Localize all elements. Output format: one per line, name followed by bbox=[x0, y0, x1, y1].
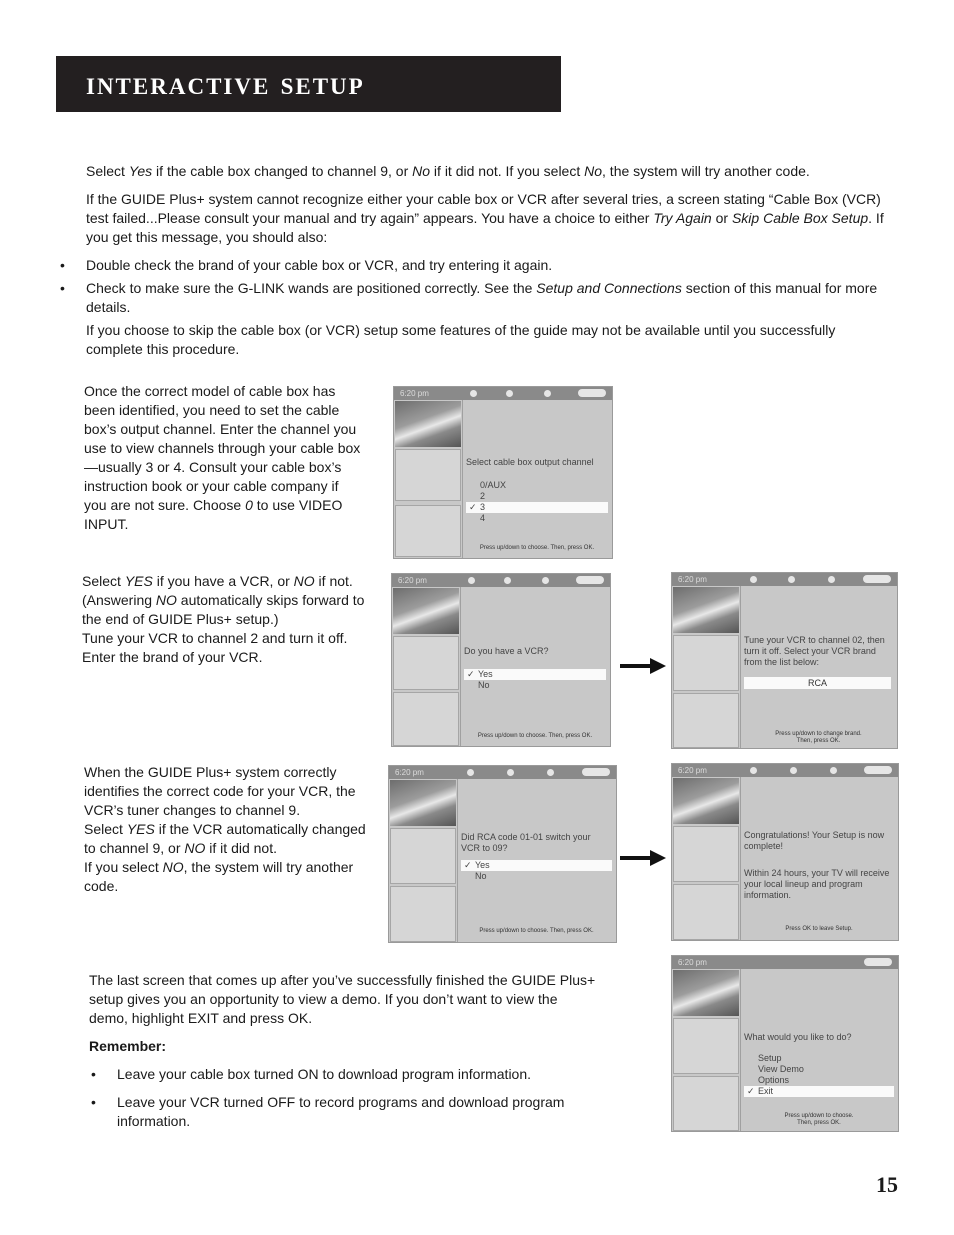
video-preview bbox=[390, 780, 456, 826]
video-preview bbox=[395, 401, 461, 447]
setup-complete-screen bbox=[671, 763, 899, 941]
channel-dot-icon bbox=[542, 577, 549, 584]
vcr-question-text: Select YES if you have a VCR, or NO if not. (Answering NO automatically skips forward to the end of GUIDE Plus+ setup.) Tune your VCR to channel 2 and turn it off. Enter the brand of your VCR. bbox=[82, 573, 365, 665]
channel-dot-icon bbox=[830, 767, 837, 774]
menu-option-view-demo[interactable]: View Demo bbox=[758, 1064, 804, 1074]
intro-paragraph-2: If the GUIDE Plus+ system cannot recognize either your cable box or VCR after several tries, a screen stating “Cable Box (VCR) test failed...Please consult your manual and try again” appears. You have a choice to either Try Again or Skip Cable Box Setup. If you get this message, you should also: bbox=[86, 191, 884, 245]
clock-readout: 6:20 pm bbox=[400, 389, 429, 398]
channel-dot-icon bbox=[467, 769, 474, 776]
checkmark-icon: ✓ bbox=[469, 502, 477, 512]
final-screen-text: The last screen that comes up after you’ve successfully finished the GUIDE Plus+ setup gives you an opportunity to view a demo. If you don’t want to view the demo, highlight EXIT and press OK. Remember: • Leave your cable box turned ON to download program information. • Leave your VCR turned OFF to record programs and download program information. bbox=[89, 971, 599, 1131]
screen-prompt: Tune your VCR to channel 02, then turn it off. Select your VCR brand from the list below: bbox=[744, 635, 885, 667]
clock-readout: 6:20 pm bbox=[678, 575, 707, 584]
left-panel bbox=[390, 886, 456, 942]
menu-option-selected[interactable]: ✓ Yes bbox=[461, 860, 612, 871]
output-channel-text: Once the correct model of cable box has been identified, you need to set the cable box’s output channel. Enter the channel you use to view channels through your cable box—usually 3 or 4. Consult your cable box’s instruction book or your cable company if you are not sure. Choose 0 to use VIDEO INPUT. bbox=[84, 383, 361, 532]
menu-option[interactable]: 0/AUX bbox=[480, 480, 507, 490]
left-panel bbox=[395, 505, 461, 557]
clock-readout: 6:20 pm bbox=[678, 766, 707, 775]
channel-dot-icon bbox=[547, 769, 554, 776]
guide-logo-icon bbox=[578, 389, 606, 397]
left-panel bbox=[673, 693, 739, 748]
intro-bullet-1: • Double check the brand of your cable box or VCR, and try entering it again. bbox=[58, 256, 886, 275]
clock-readout: 6:20 pm bbox=[398, 576, 427, 585]
menu-option[interactable]: 2 bbox=[480, 491, 486, 501]
left-panel bbox=[395, 449, 461, 501]
screen-content bbox=[744, 830, 894, 901]
menu-option[interactable]: 4 bbox=[480, 513, 486, 523]
checkmark-icon: ✓ bbox=[747, 1086, 755, 1096]
intro-bullet-2: • Check to make sure the G-LINK wands are positioned correctly. See the Setup and Connections section of this manual for more details. bbox=[58, 279, 886, 317]
left-panel bbox=[393, 692, 459, 746]
video-preview bbox=[393, 588, 459, 634]
left-panel bbox=[673, 826, 739, 882]
menu-option-exit[interactable]: ✓ Exit bbox=[744, 1086, 894, 1097]
checkmark-icon: ✓ bbox=[464, 860, 472, 870]
channel-dot-icon bbox=[750, 767, 757, 774]
screen-content bbox=[464, 646, 606, 691]
screen-content bbox=[744, 635, 893, 689]
video-preview bbox=[673, 970, 739, 1016]
screen-footer: Press OK to leave Setup. bbox=[785, 926, 853, 932]
checkmark-icon: ✓ bbox=[467, 669, 475, 679]
clock-readout: 6:20 pm bbox=[678, 958, 707, 967]
menu-option[interactable]: No bbox=[478, 680, 490, 690]
channel-dot-icon bbox=[790, 767, 797, 774]
remember-bullet-1: • Leave your cable box turned ON to download program information. bbox=[89, 1065, 599, 1084]
menu-option[interactable]: No bbox=[475, 871, 487, 881]
guide-logo-icon bbox=[863, 575, 891, 583]
screen-top-bar bbox=[392, 574, 610, 587]
section-header bbox=[56, 56, 561, 112]
vcr-code-screen bbox=[388, 765, 617, 943]
guide-logo-icon bbox=[864, 766, 892, 774]
left-panel bbox=[673, 1018, 739, 1074]
screen-footer: Press up/down to choose. Then, press OK. bbox=[784, 1113, 854, 1126]
clock-readout: 6:20 pm bbox=[395, 768, 424, 777]
channel-dot-icon bbox=[788, 576, 795, 583]
page-number: 15 bbox=[876, 1172, 898, 1197]
screen-footer: Press up/down to choose. Then, press OK. bbox=[479, 928, 594, 934]
guide-logo-icon bbox=[582, 768, 610, 776]
guide-logo-icon bbox=[576, 576, 604, 584]
screen-footer: Press up/down to choose. Then, press OK. bbox=[479, 545, 595, 551]
arrow-right-icon bbox=[620, 850, 666, 866]
screen-content bbox=[466, 457, 608, 524]
screen-footer: Press up/down to change brand. Then, press OK. bbox=[775, 731, 862, 744]
screen-prompt: What would you like to do? bbox=[744, 1032, 852, 1042]
channel-dot-icon bbox=[468, 577, 475, 584]
left-panel bbox=[390, 828, 456, 884]
screen-prompt: Select cable box output channel bbox=[466, 457, 594, 467]
channel-dot-icon bbox=[506, 390, 513, 397]
screen-top-bar bbox=[389, 766, 616, 779]
intro-bullet-list bbox=[58, 256, 886, 317]
left-panel bbox=[673, 884, 739, 940]
screen-footer: Press up/down to choose. Then, press OK. bbox=[477, 733, 593, 739]
intro-paragraph-3: If you choose to skip the cable box (or VCR) setup some features of the guide may not be available until you successfully complete this procedure. bbox=[86, 322, 836, 357]
remember-bullet-list bbox=[89, 1065, 599, 1131]
menu-option-selected[interactable]: ✓ Yes bbox=[464, 669, 606, 680]
screen-content bbox=[461, 832, 612, 882]
channel-dot-icon bbox=[750, 576, 757, 583]
vcr-brand-field[interactable]: RCA bbox=[744, 677, 891, 689]
channel-dot-icon bbox=[544, 390, 551, 397]
left-panel bbox=[673, 1076, 739, 1131]
vcr-code-text: When the GUIDE Plus+ system correctly identifies the correct code for your VCR, the VCR’s tuner changes to channel 9. Select YES if the VCR automatically changed to channel 9, or NO if it did not. If you select NO, the system will try another code. bbox=[84, 764, 366, 894]
screen-top-bar bbox=[394, 387, 612, 400]
intro-paragraph-1: Select Yes if the cable box changed to channel 9, or No if it did not. If you select No, the system will try another code. bbox=[86, 163, 810, 179]
vcr-brand-screen bbox=[671, 572, 898, 749]
remember-bullet-2: • Leave your VCR turned OFF to record programs and download program information. bbox=[89, 1093, 599, 1131]
lineup-message: Within 24 hours, your TV will receive your local lineup and program information. bbox=[744, 868, 890, 900]
menu-option-setup[interactable]: Setup bbox=[758, 1053, 782, 1063]
channel-dot-icon bbox=[507, 769, 514, 776]
output-channel-screen bbox=[393, 386, 613, 559]
screen-prompt: Do you have a VCR? bbox=[464, 646, 549, 656]
left-panel bbox=[393, 636, 459, 690]
screen-top-bar bbox=[672, 764, 898, 777]
channel-dot-icon bbox=[470, 390, 477, 397]
channel-dot-icon bbox=[828, 576, 835, 583]
screen-content bbox=[744, 1032, 894, 1097]
arrow-right-icon bbox=[620, 658, 666, 674]
video-preview bbox=[673, 587, 739, 633]
screen-top-bar bbox=[672, 573, 897, 586]
section-title: interactive setup bbox=[86, 66, 365, 102]
menu-option-selected[interactable]: ✓ 3 bbox=[466, 502, 608, 513]
screen-top-bar bbox=[672, 956, 898, 969]
menu-option-options[interactable]: Options bbox=[758, 1075, 790, 1085]
intro-text bbox=[86, 162, 886, 359]
congrats-message: Congratulations! Your Setup is now complete! bbox=[744, 830, 885, 851]
screen-prompt: Did RCA code 01-01 switch your VCR to 09? bbox=[461, 832, 591, 853]
left-panel bbox=[673, 635, 739, 691]
what-next-screen bbox=[671, 955, 899, 1132]
have-vcr-screen bbox=[391, 573, 611, 747]
remember-label: Remember: bbox=[89, 1038, 167, 1054]
channel-dot-icon bbox=[504, 577, 511, 584]
guide-logo-icon bbox=[864, 958, 892, 966]
video-preview bbox=[673, 778, 739, 824]
